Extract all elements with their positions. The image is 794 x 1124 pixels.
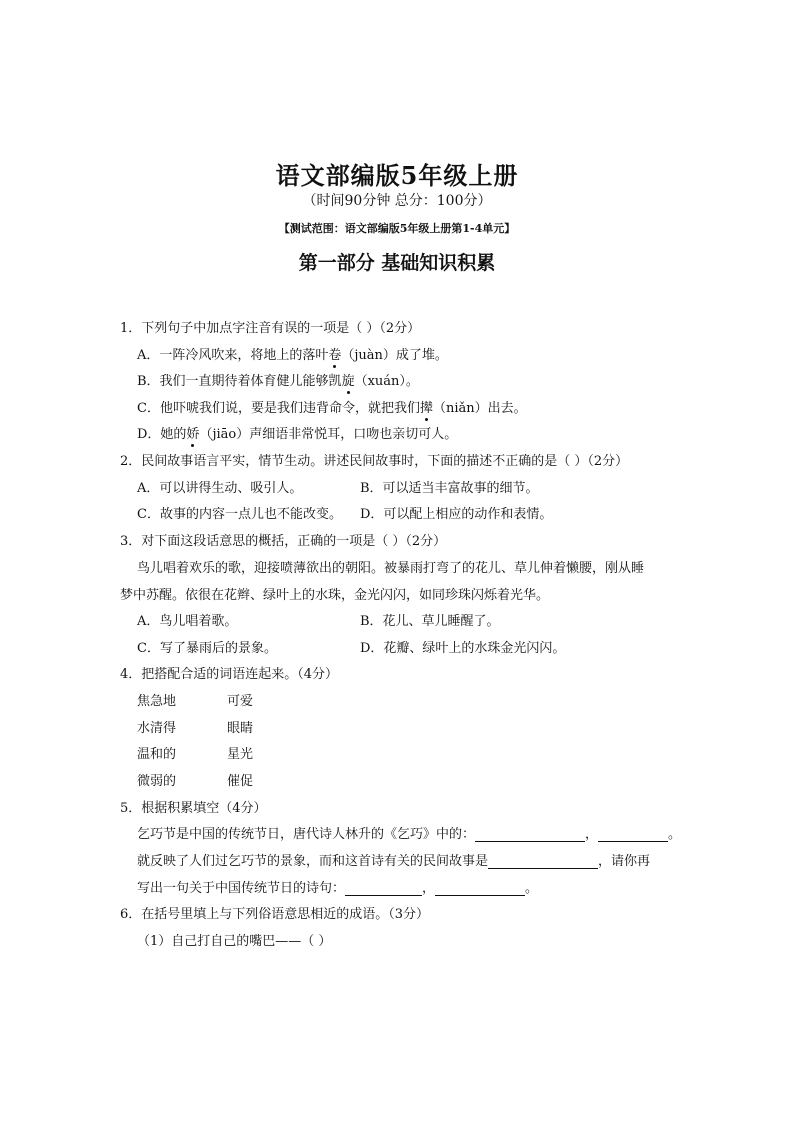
dotted-char: 娇 bbox=[186, 427, 200, 442]
match-left-item[interactable]: 温和的 bbox=[137, 747, 177, 762]
match-left-item[interactable]: 水清得 bbox=[137, 721, 177, 736]
question-5-stem: 5．根据积累填空（4分） bbox=[120, 801, 267, 816]
fill-text: ， bbox=[422, 881, 436, 896]
match-right-item[interactable]: 眼睛 bbox=[227, 721, 254, 736]
question-2-option-d[interactable]: D．可以配上相应的动作和表情。 bbox=[360, 507, 553, 522]
question-1-option-c[interactable] bbox=[137, 397, 527, 416]
fill-text: 乞巧节是中国的传统节日，唐代诗人林升的《乞巧》中的： bbox=[137, 827, 476, 842]
exam-info: （时间90分钟 总分：100分） bbox=[302, 193, 492, 209]
question-5-line-1 bbox=[137, 823, 681, 842]
option-text: （jiāo）声细语非常悦耳，口吻也亲切可人。 bbox=[199, 427, 458, 442]
answer-blank[interactable] bbox=[475, 827, 585, 842]
question-3-option-b[interactable]: B．花儿、草儿睡醒了。 bbox=[360, 614, 500, 629]
match-left-item[interactable]: 微弱的 bbox=[137, 774, 177, 789]
question-1-stem: 1．下列句子中加点字注音有误的一项是（ ）（2分） bbox=[120, 321, 421, 336]
dotted-char: 卷 bbox=[328, 348, 342, 363]
answer-blank[interactable] bbox=[435, 881, 525, 896]
match-right-item[interactable]: 可爱 bbox=[227, 694, 254, 709]
fill-text: ，请你再 bbox=[598, 854, 651, 869]
question-3-option-c[interactable]: C．写了暴雨后的景象。 bbox=[137, 641, 277, 656]
answer-blank[interactable] bbox=[488, 854, 598, 869]
question-2-option-b[interactable]: B．可以适当丰富故事的细节。 bbox=[360, 481, 539, 496]
question-3-passage-line-1: 鸟儿唱着欢乐的歌，迎接喷薄欲出的朝阳。被暴雨打弯了的花儿、草儿伸着懒腰，刚从睡 bbox=[137, 561, 645, 576]
question-5-line-2 bbox=[137, 850, 650, 869]
match-right-item[interactable]: 催促 bbox=[227, 774, 254, 789]
dotted-char: 撵 bbox=[419, 401, 433, 416]
question-2-stem: 2．民间故事语言平实，情节生动。讲述民间故事时，下面的描述不正确的是（ ）（2分） bbox=[120, 454, 629, 469]
option-text: （juàn）成了堆。 bbox=[341, 348, 448, 363]
match-left-item[interactable]: 焦急地 bbox=[137, 694, 177, 709]
question-6-item-1[interactable]: （1）自己打自己的嘴巴——（ ） bbox=[137, 934, 332, 949]
question-5-line-3 bbox=[137, 877, 538, 896]
question-3-stem: 3．对下面这段话意思的概括，正确的一项是（ ）（2分） bbox=[120, 534, 447, 549]
question-3-passage-line-2: 梦中苏醒。依很在花辫、绿叶上的水珠，金光闪闪，如同珍珠闪烁着光华。 bbox=[120, 588, 550, 603]
option-text: C．他吓唬我们说，要是我们违背命令，就把我们 bbox=[137, 401, 420, 416]
question-6-stem: 6．在括号里填上与下列俗语意思相近的成语。（3分） bbox=[120, 907, 430, 922]
fill-text: 。 bbox=[668, 827, 682, 842]
answer-blank[interactable] bbox=[598, 827, 668, 842]
question-1-option-d[interactable] bbox=[137, 423, 457, 442]
test-scope: 【测试范围：语文部编版5年级上册第1-4单元】 bbox=[278, 222, 516, 235]
option-text: D．她的 bbox=[137, 427, 187, 442]
question-2-option-a[interactable]: A．可以讲得生动、吸引人。 bbox=[137, 481, 303, 496]
option-text: A．一阵冷风吹来，将地上的落叶 bbox=[137, 348, 329, 363]
option-text: （xuán）。 bbox=[354, 374, 419, 389]
option-text: （niǎn）出去。 bbox=[432, 401, 527, 416]
fill-text: 。 bbox=[525, 881, 539, 896]
question-3-option-d[interactable]: D．花瓣、绿叶上的水珠金光闪闪。 bbox=[360, 641, 566, 656]
question-1-option-b[interactable] bbox=[137, 370, 419, 389]
fill-text: ， bbox=[585, 827, 599, 842]
question-1-option-a[interactable] bbox=[137, 344, 448, 363]
section-heading: 第一部分 基础知识积累 bbox=[298, 252, 496, 274]
option-text: B．我们一直期待着体育健儿能够凯 bbox=[137, 374, 342, 389]
fill-text: 就反映了人们过乞巧节的景象，而和这首诗有关的民间故事是 bbox=[137, 854, 489, 869]
dotted-char: 旋 bbox=[341, 374, 355, 389]
question-3-option-a[interactable]: A．鸟儿唱着歌。 bbox=[137, 614, 238, 629]
page-title: 语文部编版5年级上册 bbox=[275, 161, 519, 190]
match-right-item[interactable]: 星光 bbox=[227, 747, 254, 762]
question-4-stem: 4．把搭配合适的词语连起来。（4分） bbox=[120, 667, 339, 682]
answer-blank[interactable] bbox=[345, 881, 422, 896]
question-2-option-c[interactable]: C．故事的内容一点儿也不能改变。 bbox=[137, 507, 342, 522]
fill-text: 写出一句关于中国传统节日的诗句： bbox=[137, 881, 346, 896]
